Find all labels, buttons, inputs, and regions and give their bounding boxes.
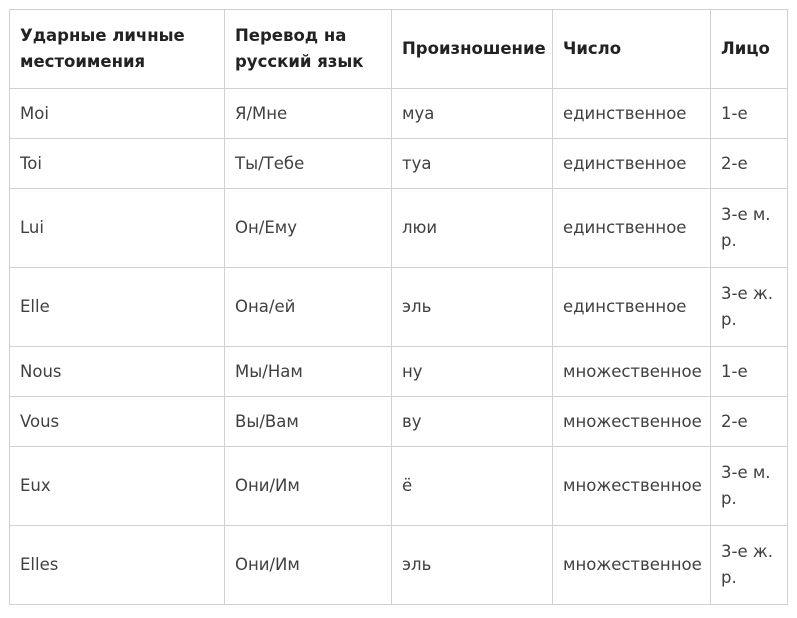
cell-person: 1-е: [711, 347, 788, 397]
cell-number: единственное: [553, 89, 711, 139]
table-row: [10, 397, 788, 447]
header-stressed-pronoun: Ударные личные местоимения: [10, 10, 225, 89]
cell-translation: Она/ей: [225, 268, 392, 347]
table-header-row: [10, 10, 788, 89]
table-row: [10, 189, 788, 268]
cell-pronoun: Moi: [10, 89, 225, 139]
table-row: [10, 526, 788, 605]
table-row: [10, 89, 788, 139]
cell-pronunciation: эль: [392, 526, 553, 605]
cell-person: 3-е ж. р.: [711, 268, 788, 347]
cell-pronoun: Vous: [10, 397, 225, 447]
table-row: [10, 347, 788, 397]
cell-translation: Ты/Тебе: [225, 139, 392, 189]
cell-pronoun: Lui: [10, 189, 225, 268]
cell-pronunciation: ё: [392, 447, 553, 526]
cell-person: 2-е: [711, 139, 788, 189]
cell-translation: Мы/Нам: [225, 347, 392, 397]
cell-person: 2-е: [711, 397, 788, 447]
cell-pronunciation: эль: [392, 268, 553, 347]
cell-pronoun: Elle: [10, 268, 225, 347]
cell-translation: Я/Мне: [225, 89, 392, 139]
header-number: Число: [553, 10, 711, 89]
cell-number: единственное: [553, 189, 711, 268]
cell-person: 3-е ж. р.: [711, 526, 788, 605]
cell-number: единственное: [553, 268, 711, 347]
pronoun-table-container: [9, 9, 787, 605]
cell-translation: Вы/Вам: [225, 397, 392, 447]
cell-number: множественное: [553, 347, 711, 397]
cell-person: 3-е м. р.: [711, 189, 788, 268]
cell-translation: Он/Ему: [225, 189, 392, 268]
cell-person: 3-е м. р.: [711, 447, 788, 526]
table-row: [10, 139, 788, 189]
cell-pronoun: Eux: [10, 447, 225, 526]
cell-pronunciation: муа: [392, 89, 553, 139]
cell-person: 1-е: [711, 89, 788, 139]
cell-translation: Они/Им: [225, 526, 392, 605]
header-person: Лицо: [711, 10, 788, 89]
cell-pronoun: Elles: [10, 526, 225, 605]
cell-pronunciation: люи: [392, 189, 553, 268]
table-row: [10, 268, 788, 347]
cell-number: единственное: [553, 139, 711, 189]
cell-pronunciation: ву: [392, 397, 553, 447]
pronoun-table: [9, 9, 788, 605]
cell-number: множественное: [553, 397, 711, 447]
cell-translation: Они/Им: [225, 447, 392, 526]
header-translation: Перевод на русский язык: [225, 10, 392, 89]
cell-pronoun: Toi: [10, 139, 225, 189]
header-pronunciation: Произношение: [392, 10, 553, 89]
cell-pronoun: Nous: [10, 347, 225, 397]
cell-pronunciation: ну: [392, 347, 553, 397]
cell-pronunciation: туа: [392, 139, 553, 189]
table-row: [10, 447, 788, 526]
cell-number: множественное: [553, 526, 711, 605]
cell-number: множественное: [553, 447, 711, 526]
